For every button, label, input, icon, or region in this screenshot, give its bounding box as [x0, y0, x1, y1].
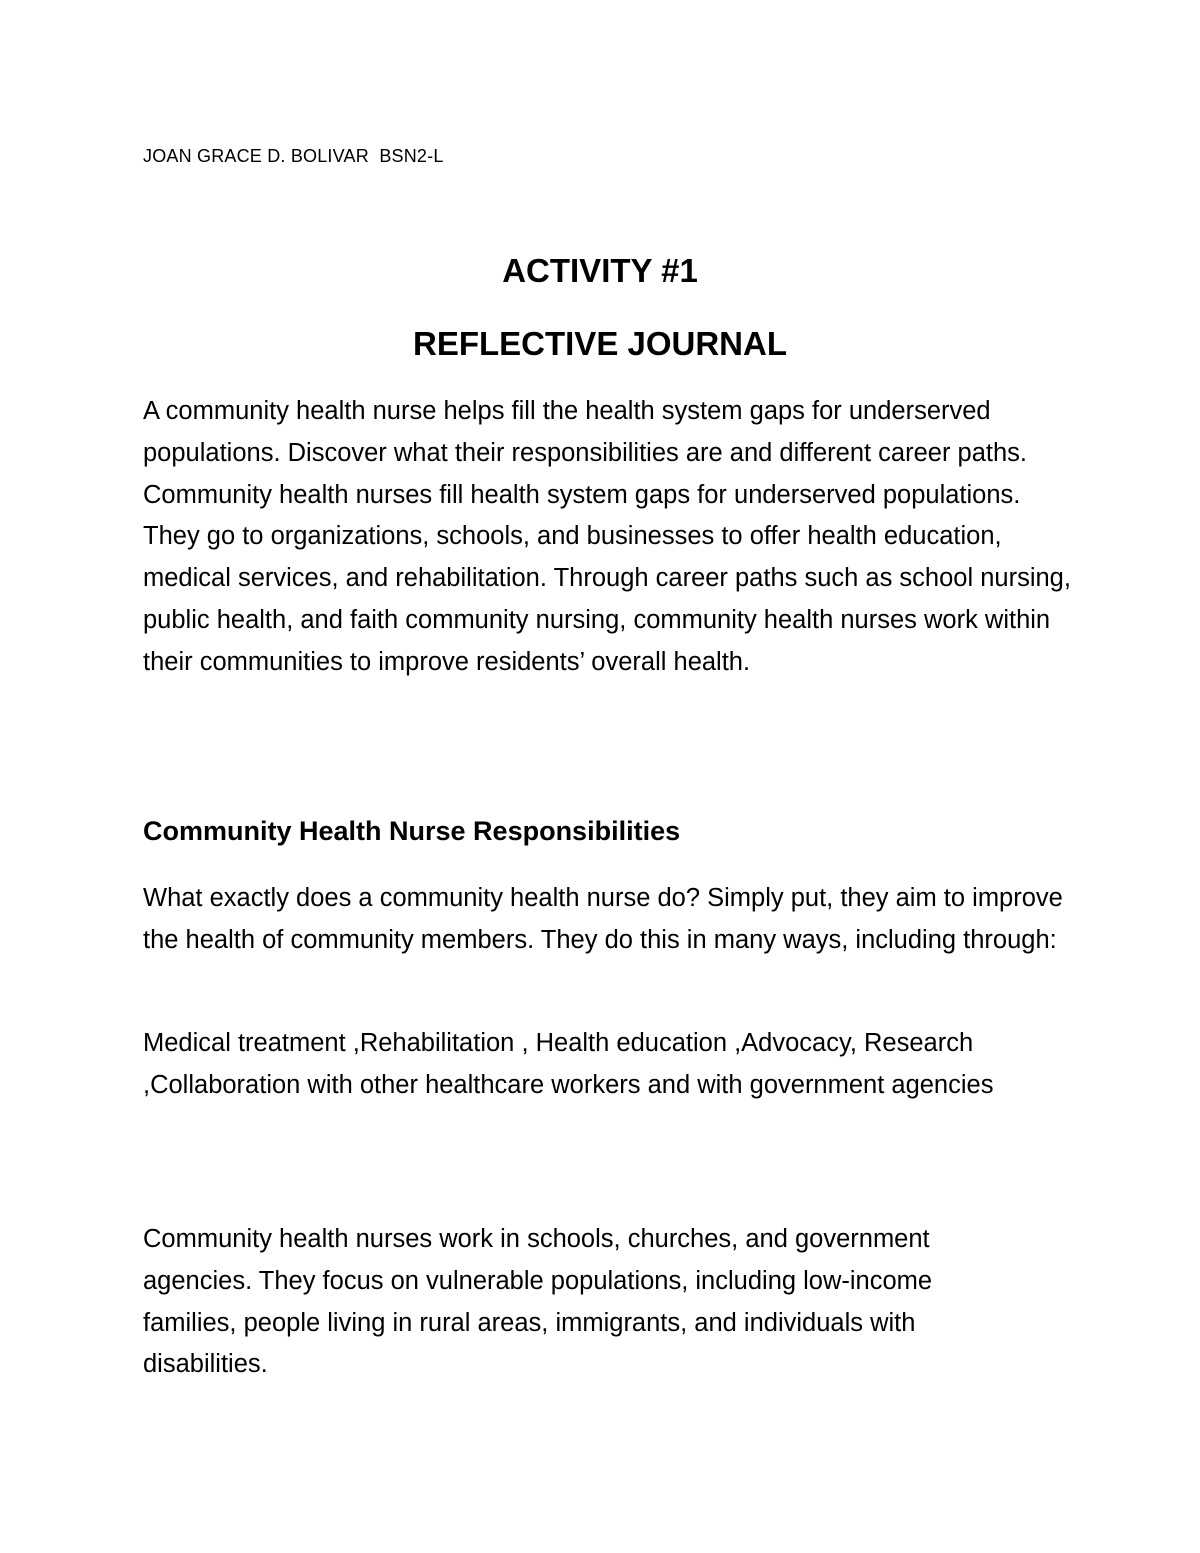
closing-paragraph: Community health nurses work in schools, churches, and government agencies. They focus on vulnerable populations, including low-income families, people living in rural areas, immigrants, and individuals with disabilities. — [143, 1225, 933, 1379]
responsibilities-paragraph: Medical treatment ,Rehabilitation , Health education ,Advocacy, Research ,Collaboration with other healthcare workers and with government agencies — [143, 1029, 994, 1099]
author-line: JOAN GRACE D. BOLIVAR BSN2-L — [143, 146, 444, 166]
activity-title: ACTIVITY #1 — [502, 252, 698, 289]
section-heading: Community Health Nurse Responsibilities — [143, 816, 681, 846]
journal-title: REFLECTIVE JOURNAL — [412, 325, 788, 362]
section-paragraph: What exactly does a community health nurse do? Simply put, they aim to improve the health of community members. They do this in many ways, including through: — [143, 884, 1063, 954]
intro-paragraph: A community health nurse helps fill the health system gaps for underserved populations. Discover what their responsibilities are and different career paths. Community health nurses fill health system gaps for underserved populations. They go to organizations, schools, and businesses to offer health education, medical services, and rehabilitation. Through career paths such as school nursing, public health, and faith community nursing, community health nurses work within their communities to improve residents’ overall health. — [143, 397, 1071, 676]
